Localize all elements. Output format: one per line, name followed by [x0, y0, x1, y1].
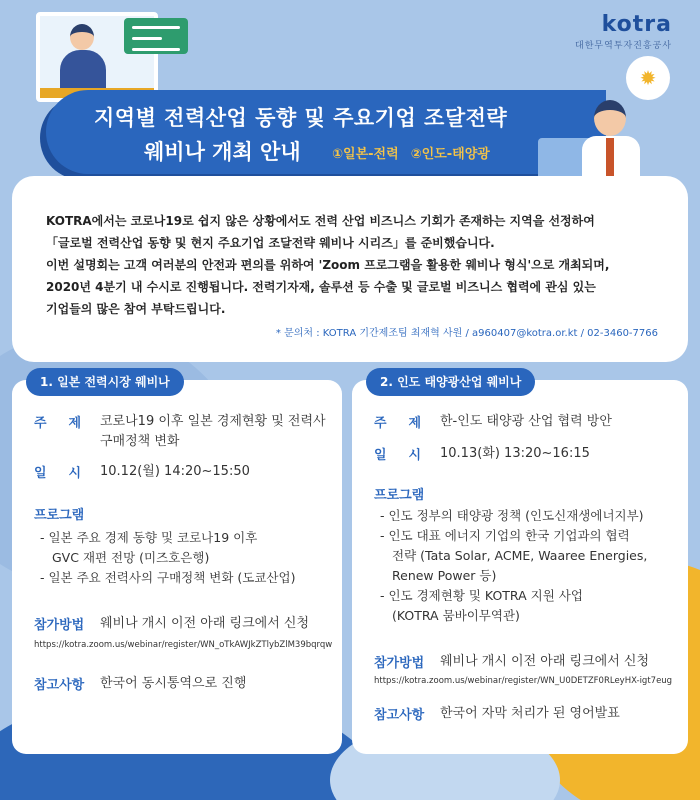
- note-row: [374, 704, 678, 724]
- program-item: Renew Power 등): [392, 568, 497, 583]
- topic-line: 코로나19 이후 일본 경제현황 및 전력사: [100, 414, 326, 429]
- intro-line: 기업들의 많은 참여 부탁드립니다.: [46, 302, 226, 316]
- program-item: - 인도 경제현황 및 KOTRA 지원 사업: [380, 588, 583, 603]
- note-value: 한국어 동시통역으로 진행: [100, 676, 247, 691]
- topic-line: 한-인도 태양광 산업 협력 방안: [440, 414, 612, 429]
- note-label: 참고사항: [34, 678, 85, 693]
- topic-row: [374, 412, 678, 432]
- tag-japan: ①일본-전력: [332, 147, 399, 162]
- contact-info: * 문의처 : KOTRA 기간제조팀 최재혁 사원 / a960407@kotra.or.kt / 02-3460-7766: [275, 328, 658, 339]
- join-value: 웨비나 개시 이전 아래 링크에서 신청: [440, 654, 650, 669]
- title-banner: [46, 90, 606, 174]
- intro-text: [46, 210, 662, 320]
- program-item: (KOTRA 뭄바이무역관): [392, 608, 520, 623]
- program-list: [40, 528, 334, 588]
- card-title: 1. 일본 전력시장 웨비나: [26, 368, 184, 396]
- date-label: 일시: [34, 466, 104, 481]
- join-value: 웨비나 개시 이전 아래 링크에서 신청: [100, 616, 310, 631]
- join-label: 참가방법: [374, 656, 425, 671]
- intro-line: KOTRA에서는 코로나19로 쉽지 않은 상황에서도 전력 산업 비즈니스 기회가 존재하는 지역을 선정하여: [46, 214, 595, 228]
- program-item: - 인도 정부의 태양광 정책 (인도신재생에너지부): [380, 508, 644, 523]
- title-tags: [332, 143, 502, 162]
- topic-value: [100, 412, 326, 452]
- person-head-graphic: [70, 24, 94, 50]
- lightbulb-icon: ✹: [626, 56, 670, 100]
- program-title: 프로그램: [374, 488, 425, 503]
- topic-value: [440, 412, 612, 432]
- program-list: [380, 506, 680, 626]
- program-item: - 인도 대표 에너지 기업의 한국 기업과의 협력: [380, 528, 630, 543]
- card-title: 2. 인도 태양광산업 웨비나: [366, 368, 535, 396]
- topic-line: 구매정책 변화: [100, 434, 180, 449]
- join-row: [34, 614, 332, 634]
- india-webinar-card: [352, 375, 688, 754]
- date-value: 10.12(월) 14:20~15:50: [100, 464, 250, 479]
- page-title-line1: 지역별 전력산업 동향 및 주요기업 조달전략: [94, 106, 508, 130]
- join-label: 참가방법: [34, 618, 85, 633]
- intro-line: 2020년 4분기 내 수시로 진행됩니다. 전력기자재, 솔루션 등 수출 및 글로벌 비즈니스 협력에 관심 있는: [46, 280, 596, 294]
- program-item: 전략 (Tata Solar, ACME, Waaree Energies,: [392, 548, 648, 563]
- topic-label: 주제: [374, 416, 444, 431]
- person-body-graphic: [60, 50, 106, 88]
- logo-subtitle: 대한무역투자진흥공사: [575, 41, 672, 51]
- intro-line: 「글로벌 전력산업 동향 및 현지 주요기업 조달전략 웨비나 시리즈」를 준비했습니다.: [46, 236, 495, 250]
- tag-india: ②인도-태양광: [410, 147, 490, 162]
- topic-row: [34, 412, 332, 452]
- note-label: 참고사항: [374, 708, 425, 723]
- date-row: [34, 462, 332, 482]
- join-row: [374, 652, 678, 672]
- intro-box: [12, 176, 688, 362]
- kotra-logo: [575, 12, 672, 51]
- topic-label: 주제: [34, 416, 104, 431]
- registration-link[interactable]: https://kotra.zoom.us/webinar/register/WN_U0DETZF0RLeyHX-igt7eug: [374, 676, 673, 686]
- note-value: 한국어 자막 처리가 된 영어발표: [440, 706, 620, 721]
- date-row: [374, 444, 678, 464]
- date-label: 일시: [374, 448, 444, 463]
- program-item: GVC 재편 전망 (미즈호은행): [52, 550, 210, 565]
- chat-bubble-icon: [124, 18, 188, 54]
- registration-link[interactable]: https://kotra.zoom.us/webinar/register/WN_oTkAWJkZTlybZlM39bqrqw: [34, 640, 333, 650]
- note-row: [34, 674, 332, 694]
- logo-brand: kotra: [601, 12, 672, 37]
- program-item: - 일본 주요 전력사의 구매정책 변화 (도쿄산업): [40, 570, 296, 585]
- intro-line: 이번 설명회는 고객 여러분의 안전과 편의를 위하여 'Zoom 프로그램을 활용한 웨비나 형식'으로 개최되며,: [46, 258, 610, 272]
- japan-webinar-card: [12, 375, 342, 754]
- program-item: - 일본 주요 경제 동향 및 코로나19 이후: [40, 530, 258, 545]
- date-value: 10.13(화) 13:20~16:15: [440, 446, 590, 461]
- program-title: 프로그램: [34, 508, 85, 523]
- page-title-line2: 웨비나 개최 안내: [144, 140, 301, 164]
